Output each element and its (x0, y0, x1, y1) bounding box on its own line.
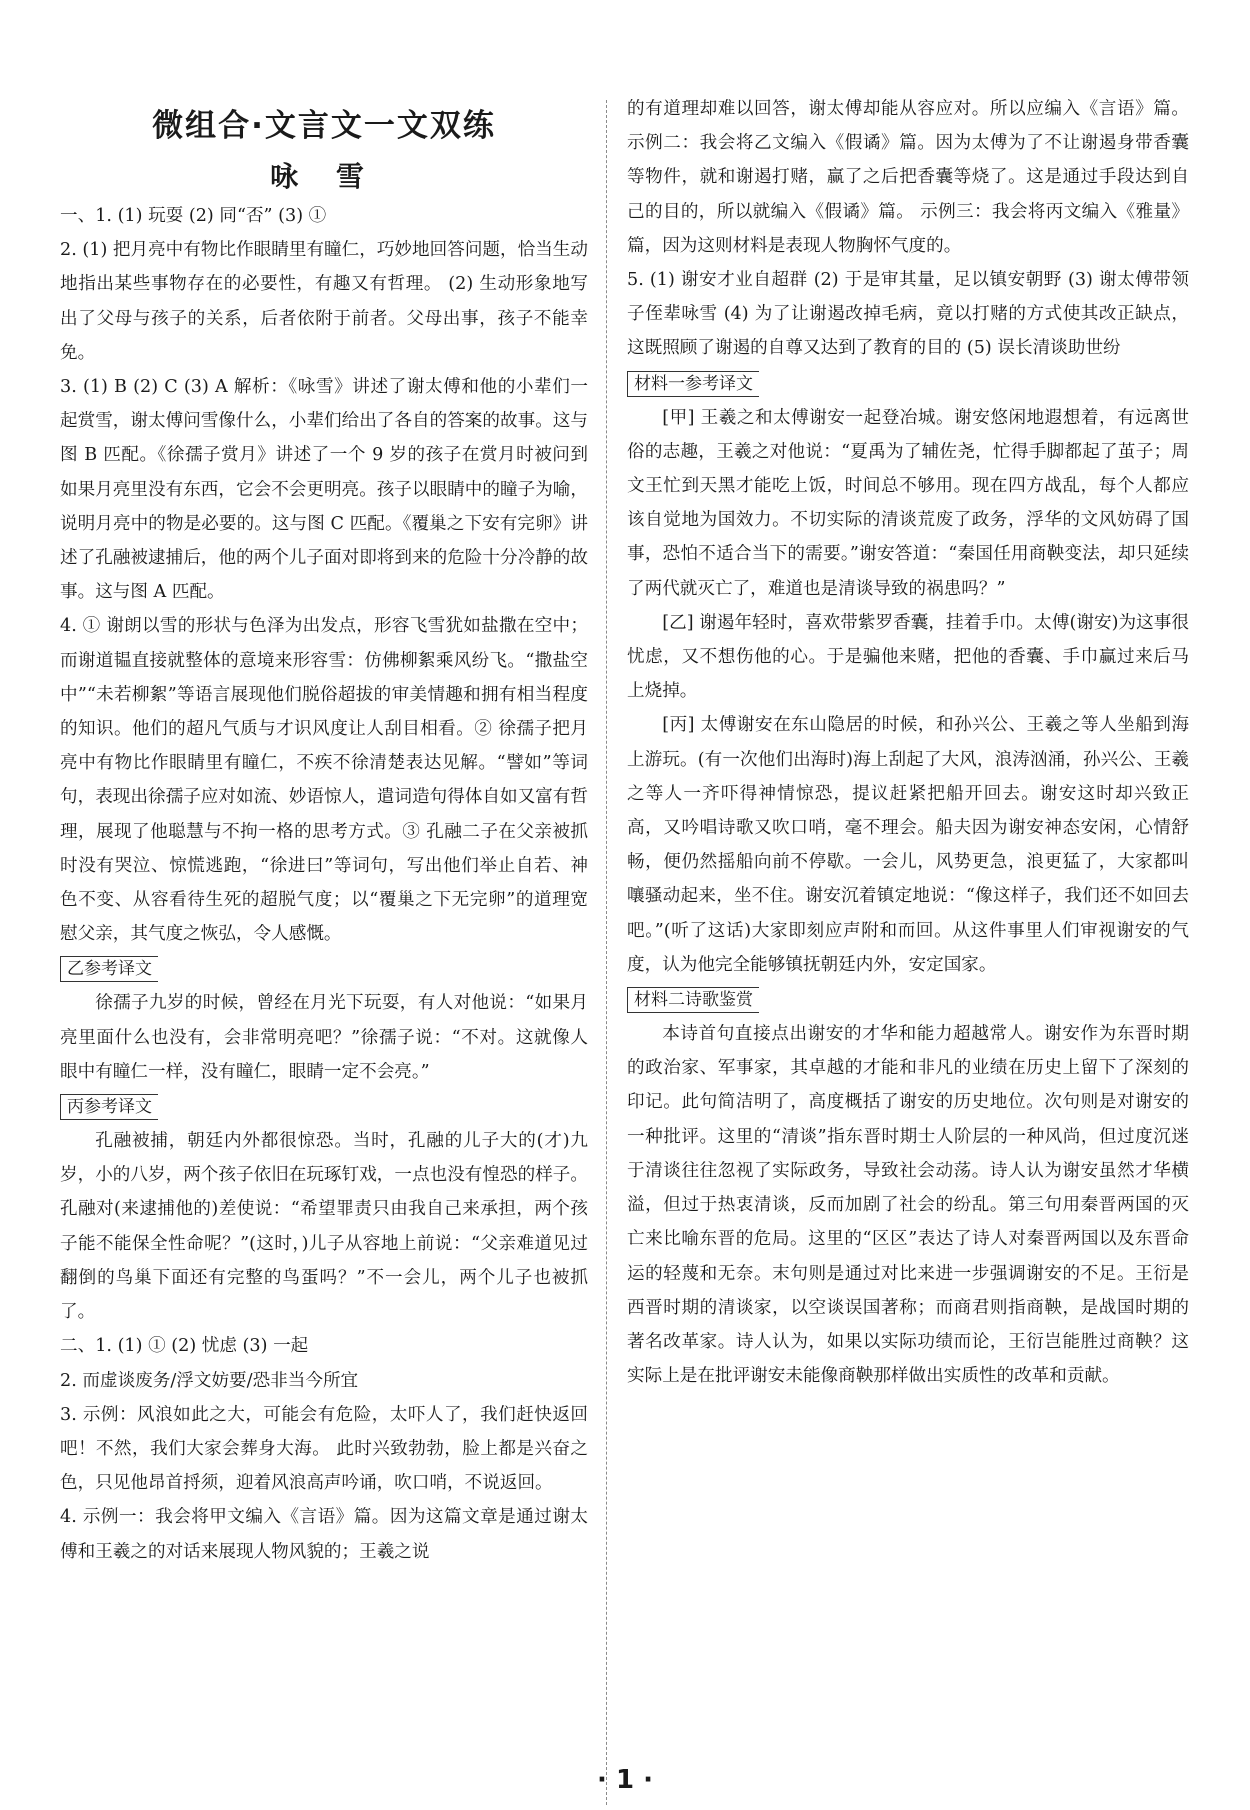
heading-bing-translation: 丙参考译文 (60, 1094, 158, 1120)
answer-2-3: 3. 示例：风浪如此之大，可能会有危险，太吓人了，我们赶快返回吧！不然，我们大家会葬身大海。 此时兴致勃勃，脸上都是兴奋之色，只见他昂首捋须，迎着风浪高声吟诵，吹口哨，不说返回。 (60, 1404, 588, 1494)
heading-yi-translation: 乙参考译文 (60, 956, 158, 982)
section-title: 咏 雪 (270, 160, 378, 193)
bing-translation: 孔融被捕，朝廷内外都很惊恐。当时，孔融的儿子大的(才)九岁，小的八岁，两个孩子依旧在玩琢钉戏，一点也没有惶恐的样子。孔融对(来逮捕他的)差使说：“希望罪责只由我自己来承担，两个孩子能不能保全性命呢？”(这时，)儿子从容地上前说：“父亲难道见过翻倒的鸟巢下面还有完整的鸟蛋吗？”不一会儿，两个儿子也被抓了。 (60, 1131, 588, 1323)
yi-translation: 徐孺子九岁的时候，曾经在月光下玩耍，有人对他说：“如果月亮里面什么也没有，会非常明亮吧？”徐孺子说：“不对。这就像人眼中有瞳仁一样，没有瞳仁，眼睛一定不会亮。” (60, 993, 588, 1082)
answer-2-5: 5. (1) 谢安才业自超群 (2) 于是审其量，足以镇安朝野 (3) 谢太傅带领子侄辈咏雪 (4) 为了让谢遏改掉毛病，竟以打赌的方式使其改正缺点，这既照顾了谢遏的自尊又达到了教育的目的 (5) 误长清谈助世纷 (627, 270, 1189, 359)
answer-1-1: 一、1. (1) 玩耍 (2) 同“否” (3) ① (60, 206, 327, 226)
answer-2-2: 2. 而虚谈废务/浮文妨要/恐非当今所宜 (60, 1370, 359, 1391)
material-1-bing: [丙] 太傅谢安在东山隐居的时候，和孙兴公、王羲之等人坐船到海上游玩。(有一次他们出海时)海上刮起了大风，浪涛汹涌，孙兴公、王羲之等人一齐吓得神情惊恐，提议赶紧把船开回去。谢安这时却兴致正高，又吟唱诗歌又吹口哨，毫不理会。船夫因为谢安神态安闲，心情舒畅，便仍然摇船向前不停歇。一会儿，风势更急，浪更猛了，大家都叫嚷骚动起来，坐不住。谢安沉着镇定地说：“像这样子，我们还不如回去吧。”(听了这话)大家即刻应声附和而回。从这件事里人们审视谢安的气度，认为他完全能够镇抚朝廷内外，安定国家。 (627, 715, 1189, 975)
material-1-jia: [甲] 王羲之和太傅谢安一起登冶城。谢安悠闲地遐想着，有远离世俗的志趣，王羲之对他说：“夏禹为了辅佐尧，忙得手脚都起了茧子；周文王忙到天黑才能吃上饭，时间总不够用。现在四方战乱，每个人都应该自觉地为国效力。不切实际的清谈荒废了政务，浮华的文风妨碍了国事，恐怕不适合当下的需要。”谢安答道：“秦国任用商鞅变法，却只延续了两代就灭亡了，难道也是清谈导致的祸患吗？” (627, 407, 1189, 599)
answer-1-3: 3. (1) B (2) C (3) A 解析：《咏雪》讲述了谢太傅和他的小辈们一起赏雪，谢太傅问雪像什么，小辈们给出了各自的答案的故事。这与图 B 匹配。《徐孺子赏月》讲述了一个 9 岁的孩子在赏月时被问到如果月亮里没有东西，它会不会更明亮。孩子以眼睛中的瞳子为喻，说明月亮中的物是必要的。这与图 C 匹配。《覆巢之下安有完卵》讲述了孔融被逮捕后，他的两个儿子面对即将到来的危险十分冷静的故事。这与图 A 匹配。 (60, 377, 588, 603)
answer-2-4: 4. 示例一：我会将甲文编入《言语》篇。因为这篇文章是通过谢太傅和王羲之的对话来展现人物风貌的；王羲之说 (60, 1507, 588, 1562)
left-column (60, 92, 588, 1569)
column-divider (606, 100, 607, 1805)
answer-1-2: 2. (1) 把月亮中有物比作眼睛里有瞳仁，巧妙地回答问题，恰当生动地指出某些事物存在的必要性，有趣又有哲理。 (2) 生动形象地写出了父母与孩子的关系，后者依附于前者。父母出事，孩子不能幸免。 (60, 240, 588, 363)
answer-2-4-continued: 的有道理却难以回答，谢太傅却能从容应对。所以应编入《言语》篇。 示例二：我会将乙文编入《假谲》篇。因为太傅为了不让谢遏身带香囊等物件，就和谢遏打赌，赢了之后把香囊等烧了。这是通过手段达到自己的目的，所以就编入《假谲》篇。 示例三：我会将丙文编入《雅量》篇，因为这则材料是表现人物胸怀气度的。 (627, 99, 1189, 256)
right-column (627, 92, 1189, 1393)
heading-material-1: 材料一参考译文 (627, 371, 759, 397)
poem-appreciation: 本诗首句直接点出谢安的才华和能力超越常人。谢安作为东晋时期的政治家、军事家，其卓越的才能和非凡的业绩在历史上留下了深刻的印记。此句简洁明了，高度概括了谢安的历史地位。次句则是对谢安的一种批评。这里的“清谈”指东晋时期士人阶层的一种风尚，但过度沉迷于清谈往往忽视了实际政务，导致社会动荡。诗人认为谢安虽然才华横溢，但过于热衷清谈，反而加剧了社会的纷乱。第三句用秦晋两国的灭亡来比喻东晋的危局。这里的“区区”表达了诗人对秦晋两国以及东晋命运的轻蔑和无奈。末句则是通过对比来进一步强调谢安的不足。王衍是西晋时期的清谈家，以空谈误国著称；而商君则指商鞅，是战国时期的著名改革家。诗人认为，如果以实际功绩而论，王衍岂能胜过商鞅？这实际上是在批评谢安未能像商鞅那样做出实质性的改革和贡献。 (627, 1024, 1189, 1387)
page-number: · 1 · (597, 1765, 653, 1795)
material-1-yi: [乙] 谢遏年轻时，喜欢带紫罗香囊，挂着手巾。太傅(谢安)为这事很忧虑，又不想伤他的心。于是骗他来赌，把他的香囊、手巾赢过来后马上烧掉。 (627, 612, 1189, 702)
answer-2-1: 二、1. (1) ① (2) 忧虑 (3) 一起 (60, 1336, 309, 1357)
answer-1-4: 4. ① 谢朗以雪的形状与色泽为出发点，形容飞雪犹如盐撒在空中；而谢道韫直接就整体的意境来形容雪：仿佛柳絮乘风纷飞。“撒盐空中”“未若柳絮”等语言展现他们脱俗超拔的审美情趣和拥有相当程度的知识。他们的超凡气质与才识风度让人刮目相看。② 徐孺子把月亮中有物比作眼睛里有瞳仁，不疾不徐清楚表达见解。“譬如”等词句，表现出徐孺子应对如流、妙语惊人，遣词造句得体自如又富有哲理，展现了他聪慧与不拘一格的思考方式。③ 孔融二子在父亲被抓时没有哭泣、惊慌逃跑，“徐进曰”等词句，写出他们举止自若、神色不变、从容看待生死的超脱气度；以“覆巢之下无完卵”的道理宽慰父亲，其气度之恢弘，令人感慨。 (60, 616, 588, 945)
page-title: 微组合·文言文一文双练 (152, 108, 496, 144)
heading-material-2: 材料二诗歌鉴赏 (627, 987, 759, 1013)
